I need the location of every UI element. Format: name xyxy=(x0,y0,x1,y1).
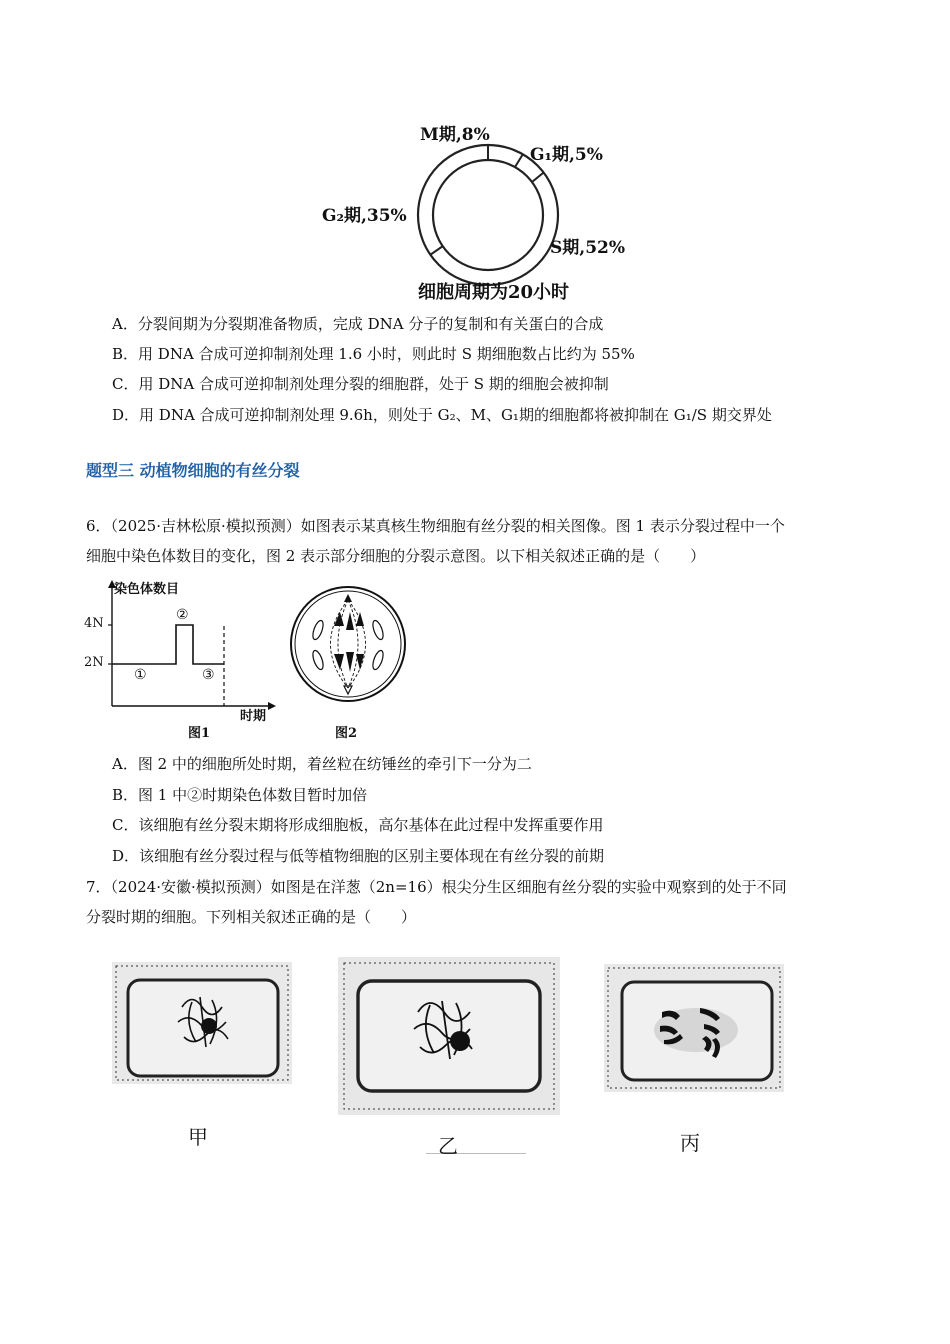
chromosome-count-line xyxy=(112,625,224,664)
fig1-caption: 图1 xyxy=(188,726,211,741)
q5-option-c: C．用 DNA 合成可逆抑制剂处理分裂的细胞群，处于 S 期的细胞会被抑制 xyxy=(112,375,609,393)
cell-cycle-figure xyxy=(310,115,650,310)
caption-yi: 乙 xyxy=(438,1134,458,1158)
q7-stem-line1: 7．（2024·安徽·模拟预测）如图是在洋葱（2n=16）根尖分生区细胞有丝分裂的实验中观察到的处于不同 xyxy=(86,878,787,896)
fig1-stage-3: ③ xyxy=(202,667,215,683)
micrograph-jia xyxy=(112,962,292,1084)
divider-s-g2 xyxy=(430,246,443,255)
q6-stem-line1: 6．（2025·吉林松原·模拟预测）如图表示某真核生物细胞有丝分裂的相关图像。图 1 表示分裂过程中一个 xyxy=(86,517,785,535)
fig1-stage-2: ② xyxy=(176,607,189,623)
q6-option-b: B．图 1 中②时期染色体数目暂时加倍 xyxy=(112,786,368,804)
label-s-phase: S期,52% xyxy=(550,238,626,258)
q6-option-a: A．图 2 中的细胞所处时期，着丝粒在纺锤丝的牵引下一分为二 xyxy=(112,755,532,773)
q5-option-a: A．分裂间期为分裂期准备物质，完成 DNA 分子的复制和有关蛋白的合成 xyxy=(112,315,604,333)
q6-option-d: D．该细胞有丝分裂过程与低等植物细胞的区别主要体现在有丝分裂的前期 xyxy=(112,847,605,865)
label-g1-phase: G₁期,5% xyxy=(530,145,603,165)
fig1-tick-2n: 2N xyxy=(84,655,104,670)
q6-stem-line2: 细胞中染色体数目的变化，图 2 表示部分细胞的分裂示意图。以下相关叙述正确的是（ ） xyxy=(86,547,706,565)
micrograph-yi xyxy=(338,957,560,1115)
fig2-caption: 图2 xyxy=(335,726,358,741)
fig1-x-label: 时期 xyxy=(240,709,267,724)
caption-bing: 丙 xyxy=(680,1131,700,1155)
q6-option-c: C．该细胞有丝分裂末期将形成细胞板，高尔基体在此过程中发挥重要作用 xyxy=(112,816,604,834)
q5-option-d: D．用 DNA 合成可逆抑制剂处理 9.6h，则处于 G₂、M、G₁期的细胞都将被抑制在 G₁/S 期交界处 xyxy=(112,406,772,424)
anaphase-cell-drawing xyxy=(288,582,408,707)
q6-figure-1 xyxy=(84,578,284,741)
label-m-phase: M期,8% xyxy=(420,125,490,145)
fig1-y-label: 染色体数目 xyxy=(114,582,180,597)
caption-jia: 甲 xyxy=(188,1125,208,1149)
label-g2-phase: G₂期,35% xyxy=(322,206,407,226)
fig1-stage-1: ① xyxy=(134,667,147,683)
x-axis-arrow xyxy=(268,702,276,710)
divider-g1-s xyxy=(532,173,543,182)
fig1-tick-4n: 4N xyxy=(84,616,104,631)
q5-option-b: B．用 DNA 合成可逆抑制剂处理 1.6 小时，则此时 S 期细胞数占比约为 55% xyxy=(112,345,635,363)
q7-stem-line2: 分裂时期的细胞。下列相关叙述正确的是（ ） xyxy=(86,908,417,926)
micrograph-bing xyxy=(604,964,784,1092)
section-title: 题型三 动植物细胞的有丝分裂 xyxy=(86,461,300,480)
cycle-caption: 细胞周期为20小时 xyxy=(418,282,570,303)
q6-figure-2 xyxy=(288,582,408,740)
divider-m-g1 xyxy=(515,154,523,167)
